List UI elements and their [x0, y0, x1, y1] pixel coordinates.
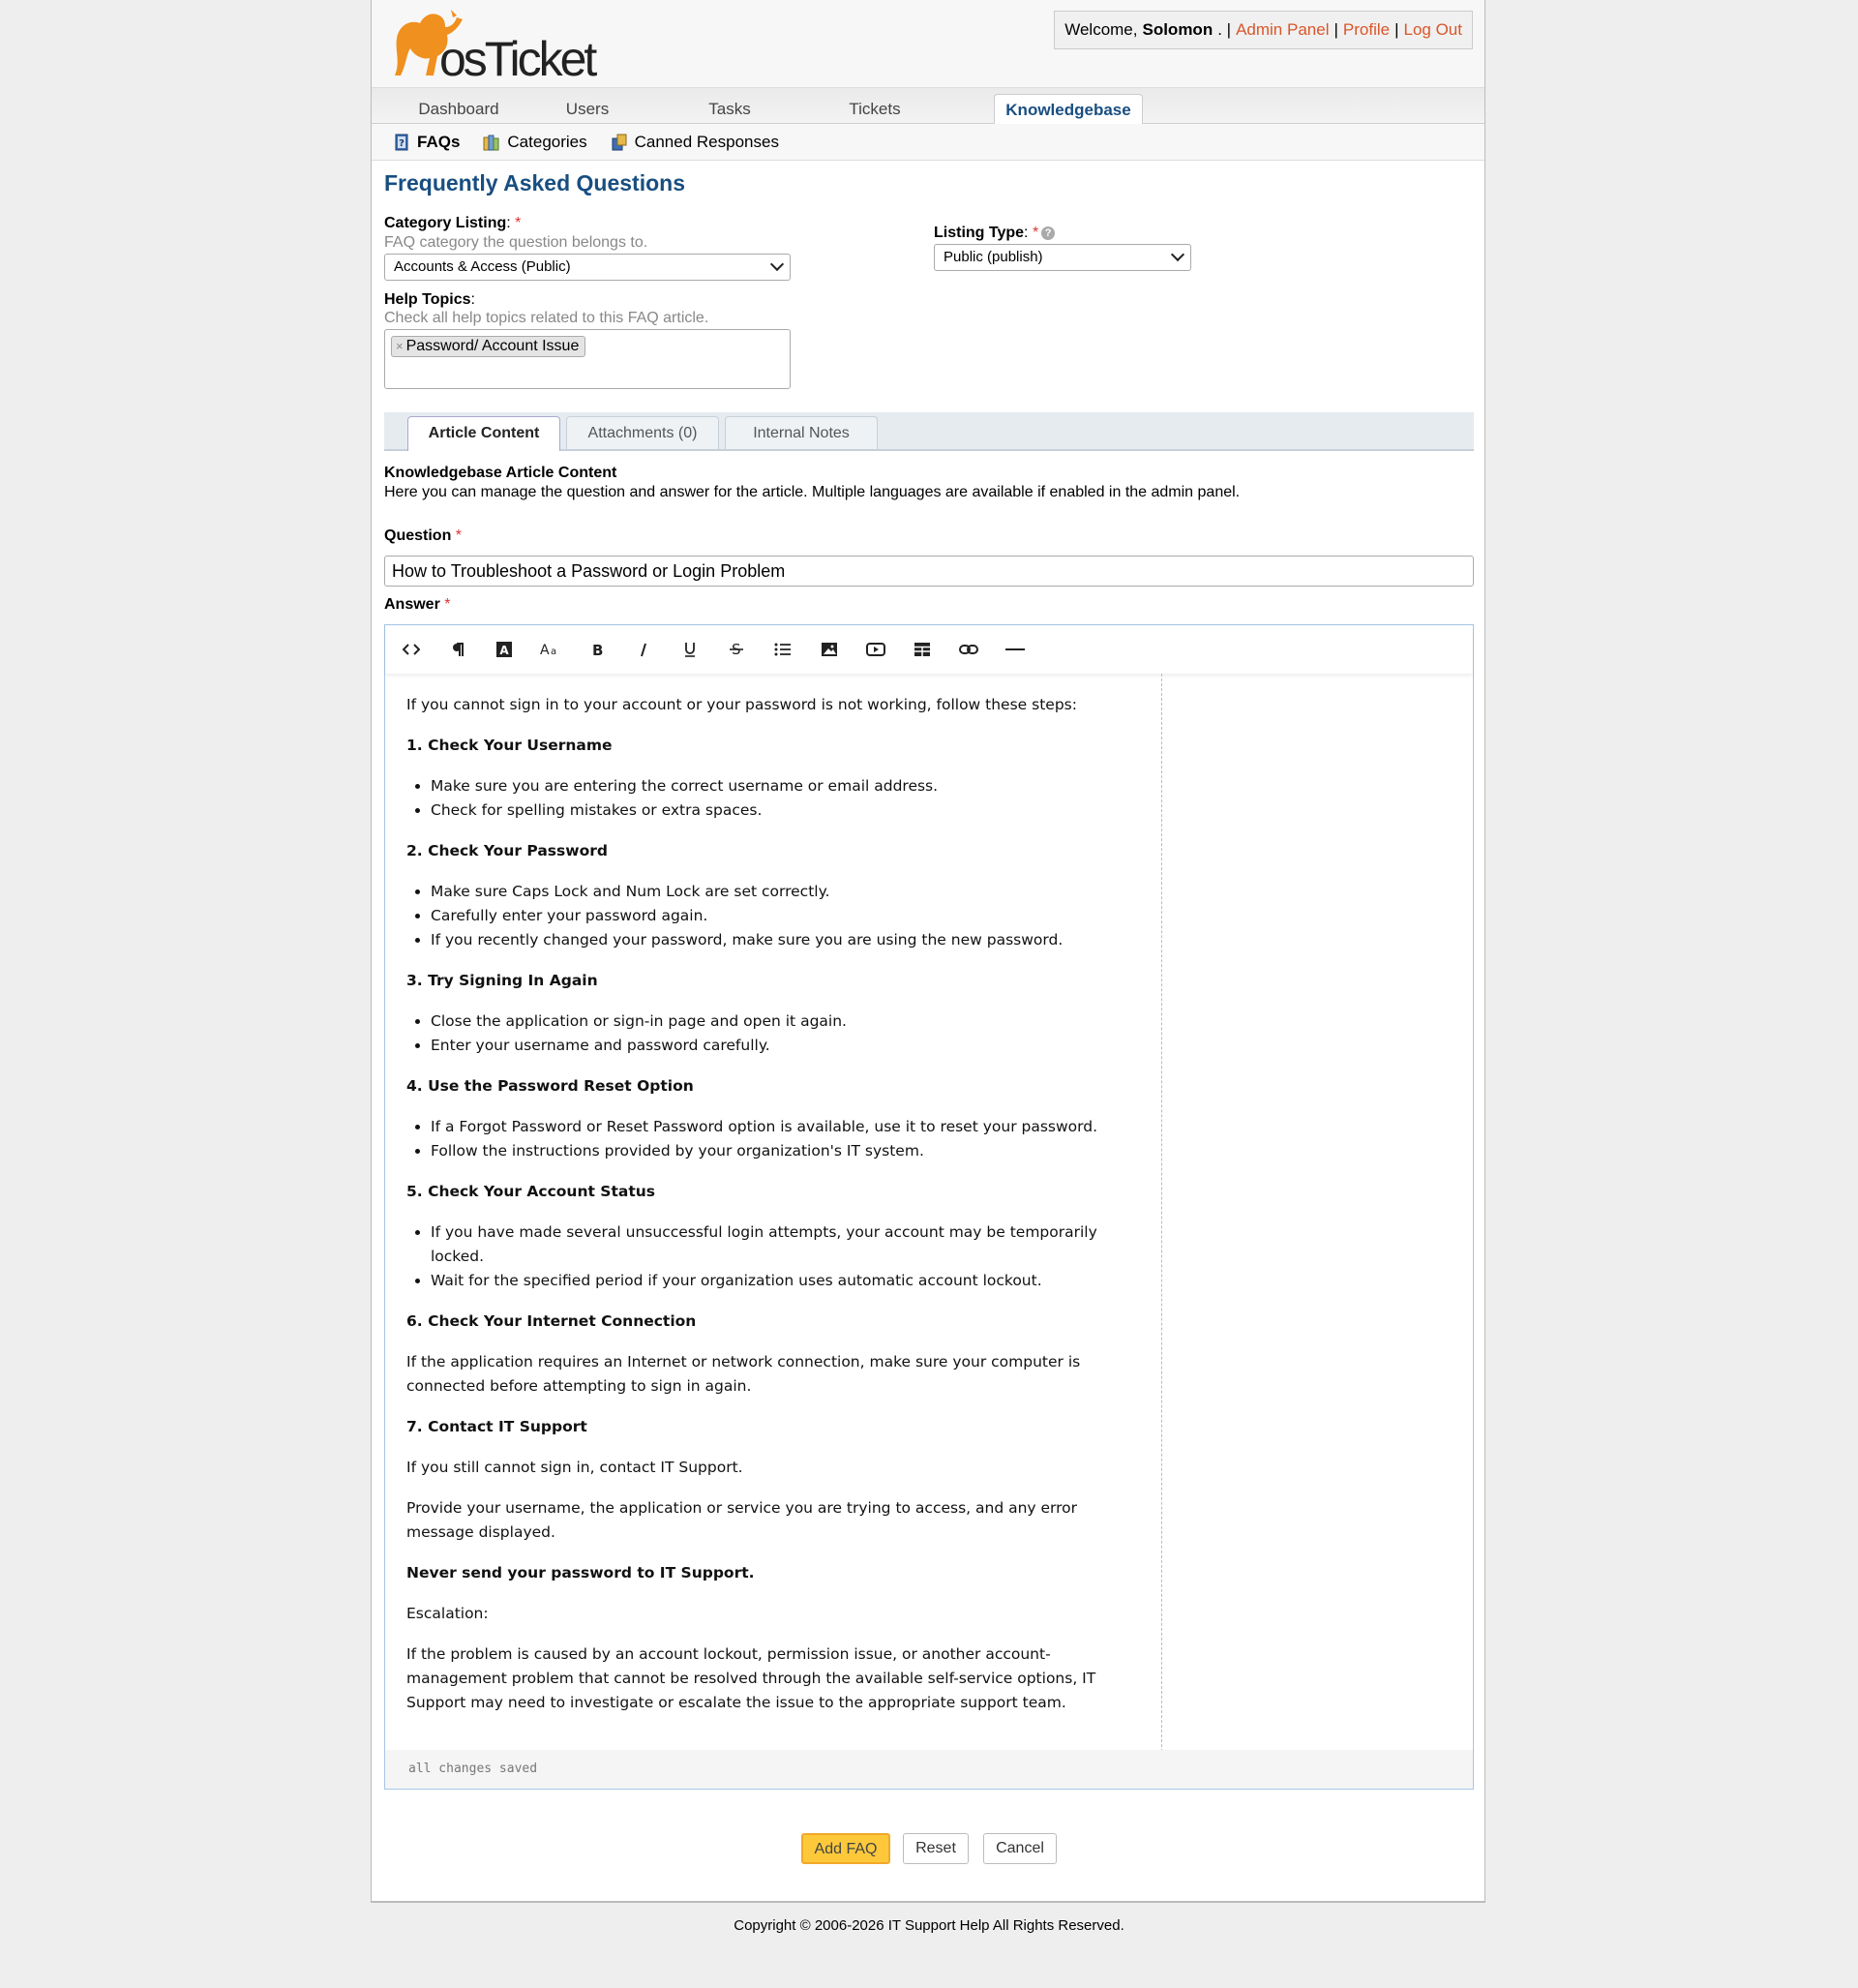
help-topic-chip: [391, 336, 585, 357]
chevron-down-icon: [770, 257, 784, 271]
categories-icon: [483, 134, 500, 151]
listing-type-select[interactable]: [934, 244, 1191, 271]
subnav-categories-label: Categories: [507, 132, 587, 151]
help-topics-hint: Check all help topics related to this FAQ article.: [384, 310, 709, 326]
strikethrough-icon[interactable]: [725, 638, 748, 661]
list-item: • If you have made several unsuccessful login attempts, your account may be temporarily locked.: [431, 1220, 1142, 1269]
paragraph: If the problem is caused by an account lockout, permission issue, or another account-management problem that cannot be resolved through the available self-service options, IT Support may need to investigate or escalate the issue to the appropriate support team.: [406, 1645, 1096, 1711]
list-item: • Carefully enter your password again.: [431, 904, 1142, 928]
category-hint: FAQ category the question belongs to.: [384, 234, 648, 251]
section-description: Here you can manage the question and answer for the article. Multiple languages are available if enabled in the admin panel.: [384, 484, 1241, 500]
bullet-list: [406, 880, 1142, 952]
page-title: Frequently Asked Questions: [384, 170, 685, 196]
add-faq-button[interactable]: Add FAQ: [801, 1833, 890, 1864]
tab-users[interactable]: Users: [565, 100, 610, 118]
editor-toolbar: [385, 625, 1473, 674]
main-nav: [372, 87, 1484, 124]
canned-responses-icon: [611, 134, 628, 151]
subnav-canned-responses[interactable]: [611, 133, 779, 152]
svg-text:A: A: [499, 644, 509, 657]
heading: 4. Use the Password Reset Option: [406, 1077, 694, 1095]
logout-link[interactable]: Log Out: [1403, 20, 1462, 39]
editor-status: all changes saved: [385, 1750, 1473, 1789]
tab-tickets[interactable]: Tickets: [849, 100, 901, 118]
listing-type-label: Listing Type: * ?: [934, 225, 1055, 242]
required-mark: *: [1032, 225, 1039, 241]
heading: 2. Check Your Password: [406, 842, 608, 859]
tab-article-content[interactable]: Article Content: [407, 416, 560, 451]
horizontal-rule-icon[interactable]: [1004, 638, 1027, 661]
category-label: Category Listing: *: [384, 215, 522, 231]
chevron-down-icon: [1171, 248, 1184, 261]
category-select[interactable]: [384, 254, 791, 281]
question-input[interactable]: How to Troubleshoot a Password or Login Problem: [384, 556, 1474, 587]
tab-attachments[interactable]: Attachments (0): [566, 416, 719, 449]
list-item: • Check for spelling mistakes or extra spaces.: [431, 798, 1142, 823]
code-view-icon[interactable]: [400, 638, 423, 661]
header: [372, 0, 1484, 87]
heading: 3. Try Signing In Again: [406, 972, 598, 989]
cancel-button[interactable]: Cancel: [983, 1833, 1057, 1864]
tab-tasks[interactable]: Tasks: [708, 100, 751, 118]
username: Solomon: [1142, 20, 1214, 39]
subnav-categories[interactable]: [483, 133, 586, 152]
page-container: [371, 0, 1485, 1903]
reset-button[interactable]: Reset: [903, 1833, 969, 1864]
paragraph: If you still cannot sign in, contact IT Support.: [406, 1459, 743, 1476]
sub-nav: [372, 124, 1484, 161]
bullet-list: [406, 1115, 1142, 1163]
section-title: Knowledgebase Article Content: [384, 465, 617, 481]
tab-internal-notes[interactable]: Internal Notes: [725, 416, 878, 449]
list-item: • Make sure you are entering the correct username or email address.: [431, 774, 1142, 798]
table-icon[interactable]: [911, 638, 934, 661]
italic-icon[interactable]: [632, 638, 655, 661]
underline-icon[interactable]: [678, 638, 702, 661]
paragraph: Escalation:: [406, 1605, 489, 1622]
faq-icon: [393, 134, 410, 151]
heading: 6. Check Your Internet Connection: [406, 1312, 697, 1330]
heading: 5. Check Your Account Status: [406, 1183, 656, 1200]
svg-text:B: B: [592, 642, 604, 657]
paragraph: If the application requires an Internet or network connection, make sure your computer is connected before attempting to sign in again.: [406, 1353, 1081, 1395]
list-item: • Enter your username and password carefully.: [431, 1034, 1142, 1058]
list-item: • If a Forgot Password or Reset Password option is available, use it to reset your password.: [431, 1115, 1142, 1139]
heading: 1. Check Your Username: [406, 737, 613, 754]
list-item: • Follow the instructions provided by your organization's IT system.: [431, 1139, 1142, 1163]
question-label: Question *: [384, 527, 463, 544]
listing-type-select-value: Public (publish): [944, 249, 1043, 265]
heading: 7. Contact IT Support: [406, 1418, 587, 1435]
subnav-canned-responses-label: Canned Responses: [634, 132, 779, 151]
warning-text: Never send your password to IT Support.: [406, 1564, 755, 1581]
subnav-faqs[interactable]: [393, 133, 460, 152]
svg-text:S: S: [732, 641, 741, 658]
paragraph-icon[interactable]: [446, 638, 469, 661]
font-color-icon[interactable]: [493, 638, 516, 661]
list-item: • Close the application or sign-in page and open it again.: [431, 1009, 1142, 1034]
footer-copyright: Copyright © 2006-2026 IT Support Help All Rights Reserved.: [734, 1917, 1124, 1934]
bullet-list: [406, 774, 1142, 823]
bold-icon[interactable]: [585, 638, 609, 661]
video-icon[interactable]: [864, 638, 887, 661]
list-icon[interactable]: [771, 638, 794, 661]
answer-label: Answer *: [384, 596, 451, 613]
bullet-list: [406, 1009, 1142, 1058]
required-mark: *: [444, 596, 451, 613]
svg-text:?: ?: [399, 137, 405, 149]
welcome-text: Welcome,: [1064, 20, 1138, 39]
required-mark: *: [515, 215, 522, 231]
paragraph: Provide your username, the application or service you are trying to access, and any error message displayed.: [406, 1499, 1078, 1541]
help-topics-multiselect[interactable]: [384, 329, 791, 389]
list-item: • If you recently changed your password, make sure you are using the new password.: [431, 928, 1142, 952]
editor-content[interactable]: [385, 674, 1162, 1752]
image-icon[interactable]: [818, 638, 841, 661]
bullet-list: [406, 1220, 1142, 1293]
admin-panel-link[interactable]: Admin Panel: [1236, 20, 1330, 39]
logo-text: osTicket: [439, 32, 595, 83]
svg-text:a: a: [551, 647, 557, 657]
help-topic-chip-label: Password/ Account Issue: [405, 338, 580, 354]
list-item: • Make sure Caps Lock and Num Lock are set correctly.: [431, 880, 1142, 904]
tab-dashboard[interactable]: Dashboard: [418, 100, 499, 118]
list-item: • Wait for the specified period if your organization uses automatic account lockout.: [431, 1269, 1142, 1293]
category-select-value: Accounts & Access (Public): [394, 258, 571, 275]
svg-text:A: A: [540, 643, 550, 657]
font-size-icon[interactable]: [539, 638, 562, 661]
required-mark: *: [455, 527, 463, 544]
help-tip-icon[interactable]: ?: [1041, 226, 1055, 240]
paragraph: If you cannot sign in to your account or your password is not working, follow these steps:: [406, 696, 1077, 713]
osticket-logo[interactable]: [381, 6, 623, 83]
answer-editor: [384, 624, 1474, 1790]
user-bar: Welcome, Solomon . | Admin Panel | Profile | Log Out: [1054, 11, 1473, 49]
tab-knowledgebase[interactable]: Knowledgebase: [994, 94, 1143, 125]
remove-chip-icon[interactable]: ×: [396, 339, 404, 353]
profile-link[interactable]: Profile: [1342, 20, 1391, 39]
link-icon[interactable]: [957, 638, 980, 661]
subnav-faqs-label: FAQs: [417, 132, 461, 151]
content-tabs: [384, 412, 1474, 451]
help-topics-label: Help Topics:: [384, 291, 475, 308]
